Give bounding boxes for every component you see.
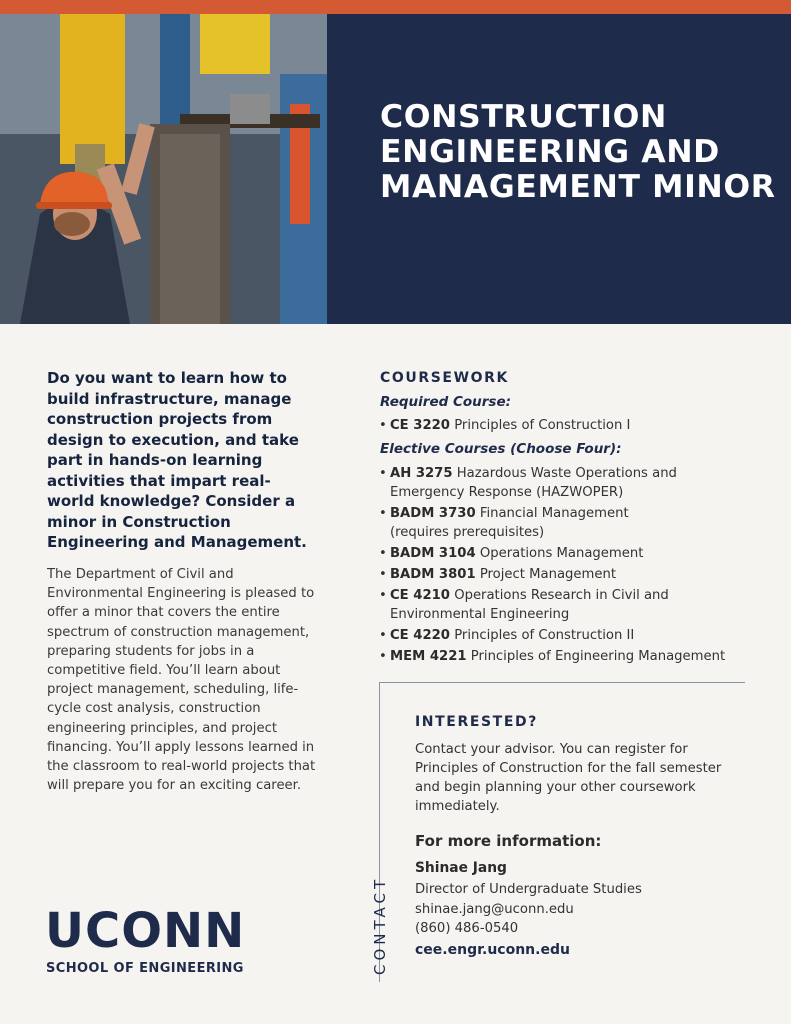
contact-details [415,880,642,939]
course-name: Project Management [479,567,617,582]
contact-email-link[interactable]: shinae.jang@uconn.edu [415,901,574,917]
interested-heading: INTERESTED? [415,714,538,730]
list-item [378,626,688,645]
contact-vertical-label: CONTACT [371,875,389,975]
intro-lead: Do you want to learn how to build infrastructure, manage construction projects from design to execution, and take part in hands-on learning activities that impart real-world knowledge? Consider a minor in Construction Engineering and Management. [47,369,307,551]
course-name: Hazardous Waste Operations and Emergency Response (HAZWOPER) [390,466,677,500]
contact-phone: (860) 486-0540 [415,921,519,936]
course-code: BADM 3104 [390,546,476,561]
construction-worker-illustration [0,14,327,324]
title-panel [327,14,791,324]
uconn-logo-wordmark: UCONN [45,903,246,959]
elective-course-list [378,464,726,668]
top-accent-bar [0,0,791,14]
course-code: CE 4210 [390,588,450,603]
page-title: CONSTRUCTION ENGINEERING AND MANAGEMENT MINOR [380,99,776,205]
required-course-heading: Required Course: [380,394,511,410]
header-photo [0,14,327,324]
intro-body: The Department of Civil and Environmental Engineering is pleased to offer a minor that covers the entire spectrum of construction management, preparing students for jobs in a competitive field. You’ll learn about project management, scheduling, life-cycle cost analysis, construction engineering principles, and project financing. You’ll apply lessons learned in the classroom to real-world projects that will prepare you for an exciting career. [47,567,316,794]
course-code: MEM 4221 [390,649,467,664]
list-item [378,586,688,624]
interested-text: Contact your advisor. You can register for Principles of Construction for the fall semester and begin planning your other coursework immediately. [415,742,722,814]
course-code: CE 4220 [390,628,450,643]
course-name: Principles of Construction I [454,418,631,433]
list-item [378,647,760,666]
course-code: BADM 3801 [390,567,476,582]
website-link[interactable]: cee.engr.uconn.edu [415,942,570,958]
course-name: Operations Management [479,546,644,561]
contact-name: Shinae Jang [415,860,507,876]
elective-courses-heading: Elective Courses (Choose Four): [380,441,622,457]
contact-role: Director of Undergraduate Studies [415,882,642,897]
list-item [378,565,688,584]
course-name: Principles of Engineering Management [470,649,726,664]
course-name: Financial Management (requires prerequisites) [390,506,629,540]
more-info-heading: For more information: [415,832,602,850]
list-item [378,464,688,502]
list-item [378,416,758,435]
course-name: Principles of Construction II [454,628,635,643]
course-code: AH 3275 [390,466,453,481]
course-code: BADM 3730 [390,506,476,521]
required-course-list [378,416,758,437]
course-code: CE 3220 [390,418,450,433]
list-item [378,504,660,542]
course-name: Operations Research in Civil and Environmental Engineering [390,588,669,622]
school-of-engineering-label: SCHOOL OF ENGINEERING [46,961,244,976]
list-item [378,544,688,563]
coursework-heading: COURSEWORK [380,370,509,386]
